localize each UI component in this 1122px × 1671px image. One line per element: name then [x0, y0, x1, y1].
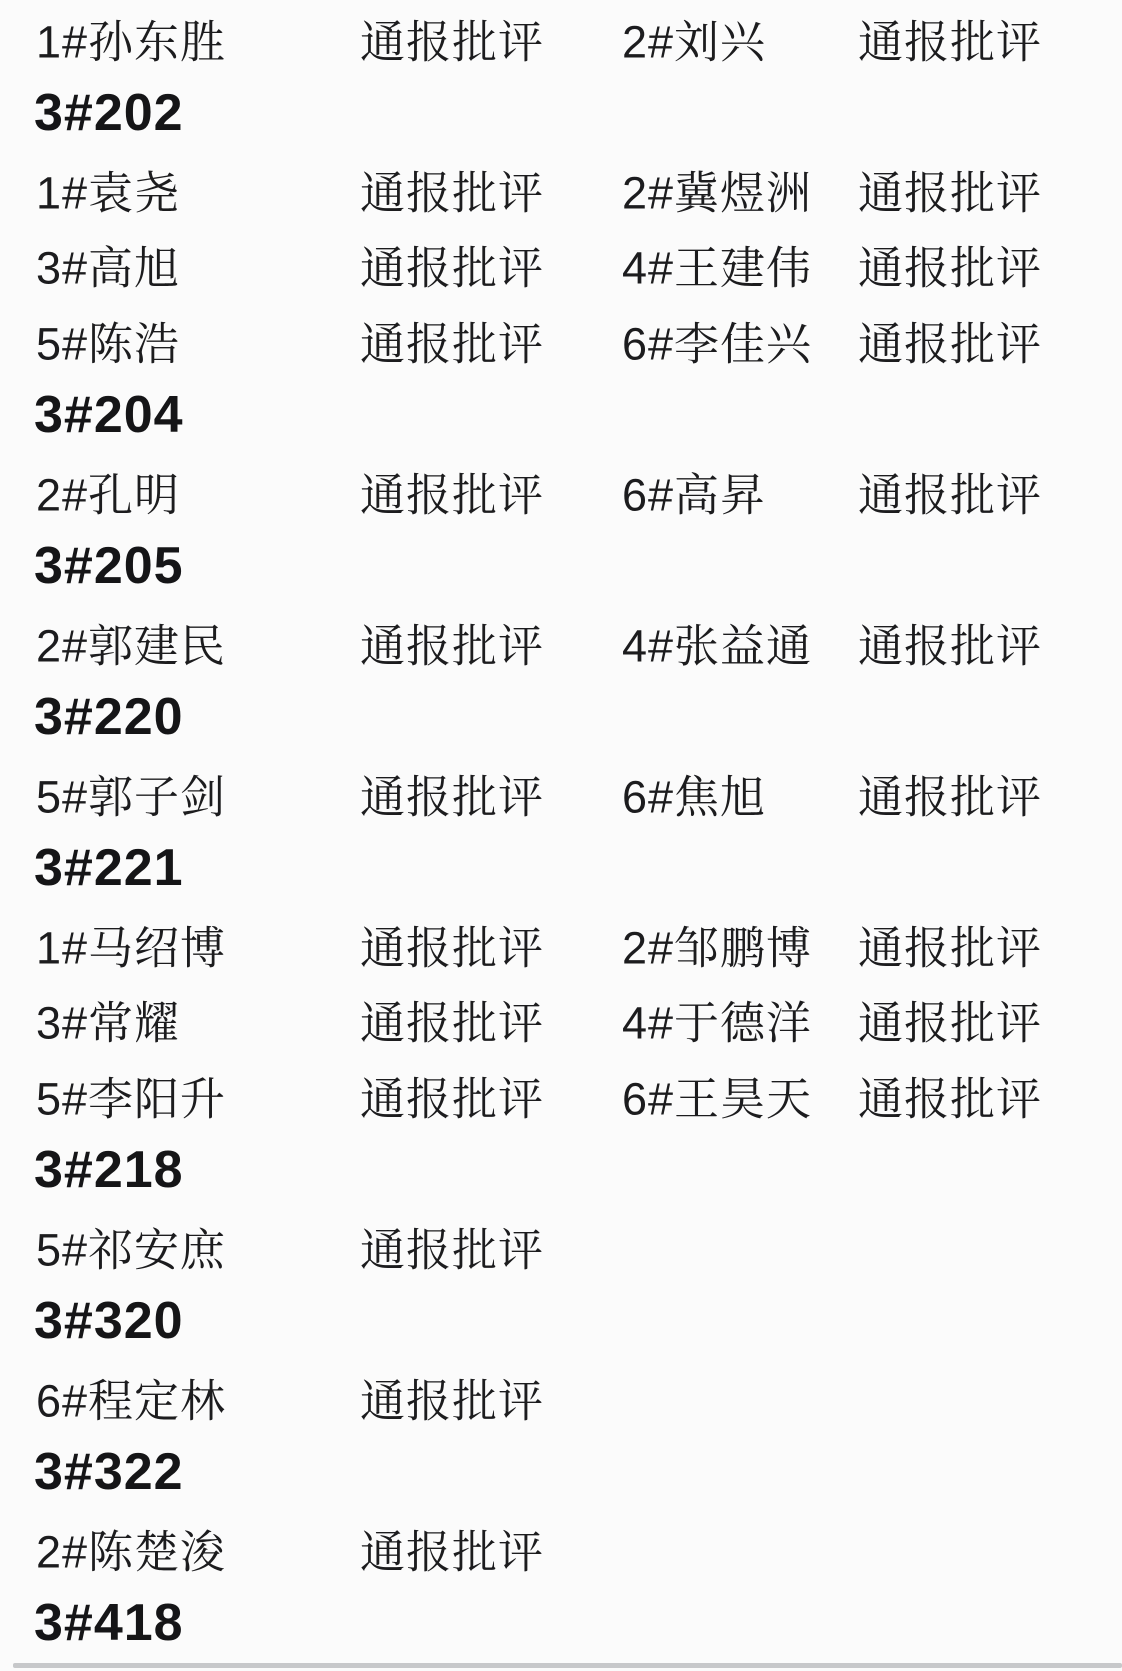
- room-header-row: [0, 1133, 1122, 1209]
- entry-row: [0, 227, 1122, 303]
- room-header-row: [0, 1586, 1122, 1662]
- occupant-name: 4#于德洋: [622, 997, 813, 1049]
- room-header-row: [0, 680, 1122, 756]
- occupant-name: 4#王建伟: [622, 242, 813, 294]
- room-header-row: [0, 1284, 1122, 1360]
- entry-row: [0, 453, 1122, 529]
- occupant-name: 6#王昊天: [622, 1073, 813, 1125]
- room-header-row: [0, 378, 1122, 454]
- punishment-label: 通报批评: [858, 620, 1043, 672]
- punishment-label: 通报批评: [858, 997, 1043, 1049]
- occupant-name: 6#李佳兴: [622, 318, 813, 370]
- entry-row: [0, 302, 1122, 378]
- punishment-label: 通报批评: [858, 318, 1043, 370]
- occupant-name: 6#焦旭: [622, 771, 767, 823]
- occupant-name: 1#马绍博: [36, 922, 227, 974]
- occupant-name: 2#邹鹏博: [622, 922, 813, 974]
- occupant-name: 5#陈浩: [36, 318, 181, 370]
- punishment-label: 通报批评: [360, 620, 545, 672]
- room-number: 3#205: [34, 537, 184, 596]
- punishment-label: 通报批评: [858, 922, 1043, 974]
- entry-row: [0, 755, 1122, 831]
- occupant-name: 4#张益通: [622, 620, 813, 672]
- room-number: 3#221: [34, 839, 184, 898]
- occupant-name: 3#高旭: [36, 242, 181, 294]
- room-number: 3#320: [34, 1292, 184, 1351]
- room-number: 3#218: [34, 1141, 184, 1200]
- entry-row: [0, 151, 1122, 227]
- entry-row: [0, 0, 1122, 76]
- occupant-name: 1#袁尧: [36, 167, 181, 219]
- occupant-name: 5#祁安庶: [36, 1224, 227, 1276]
- entry-row: [0, 906, 1122, 982]
- entry-row: [0, 1510, 1122, 1586]
- occupant-name: 3#常耀: [36, 997, 181, 1049]
- entry-row: [0, 982, 1122, 1058]
- punishment-label: 通报批评: [360, 242, 545, 294]
- occupant-name: 2#刘兴: [622, 16, 767, 68]
- room-number: 3#204: [34, 386, 184, 445]
- punishment-label: 通报批评: [360, 469, 545, 521]
- occupant-name: 5#李阳升: [36, 1073, 227, 1125]
- entry-row: [0, 1359, 1122, 1435]
- room-number: 3#220: [34, 688, 184, 747]
- punishment-label: 通报批评: [360, 1073, 545, 1125]
- punishment-label: 通报批评: [360, 1526, 545, 1578]
- room-number: 3#418: [34, 1594, 184, 1653]
- occupant-name: 5#郭子剑: [36, 771, 227, 823]
- room-number: 3#322: [34, 1443, 184, 1502]
- entry-row: [0, 604, 1122, 680]
- room-header-row: [0, 76, 1122, 152]
- punishment-label: 通报批评: [858, 242, 1043, 294]
- punishment-label: 通报批评: [360, 922, 545, 974]
- punishment-label: 通报批评: [858, 771, 1043, 823]
- occupant-name: 2#孔明: [36, 469, 181, 521]
- entry-row: [0, 1057, 1122, 1133]
- punishment-label: 通报批评: [360, 1224, 545, 1276]
- punishment-label: 通报批评: [360, 1375, 545, 1427]
- punishment-label: 通报批评: [858, 1073, 1043, 1125]
- entry-row: [0, 1208, 1122, 1284]
- punishment-label: 通报批评: [360, 997, 545, 1049]
- room-header-row: [0, 1435, 1122, 1511]
- room-number: 3#202: [34, 84, 184, 143]
- occupant-name: 1#孙东胜: [36, 16, 227, 68]
- punishment-label: 通报批评: [360, 771, 545, 823]
- punishment-label: 通报批评: [858, 16, 1043, 68]
- occupant-name: 6#程定林: [36, 1375, 227, 1427]
- punishment-label: 通报批评: [360, 318, 545, 370]
- punishment-label: 通报批评: [360, 16, 545, 68]
- room-header-row: [0, 529, 1122, 605]
- occupant-name: 2#陈楚浚: [36, 1526, 227, 1578]
- punishment-label: 通报批评: [858, 167, 1043, 219]
- punishment-label: 通报批评: [858, 469, 1043, 521]
- horizontal-scrollbar[interactable]: [13, 1663, 1122, 1668]
- occupant-name: 2#冀煜洲: [622, 167, 813, 219]
- punishment-label: 通报批评: [360, 167, 545, 219]
- occupant-name: 2#郭建民: [36, 620, 227, 672]
- room-header-row: [0, 831, 1122, 907]
- occupant-name: 6#高昇: [622, 469, 767, 521]
